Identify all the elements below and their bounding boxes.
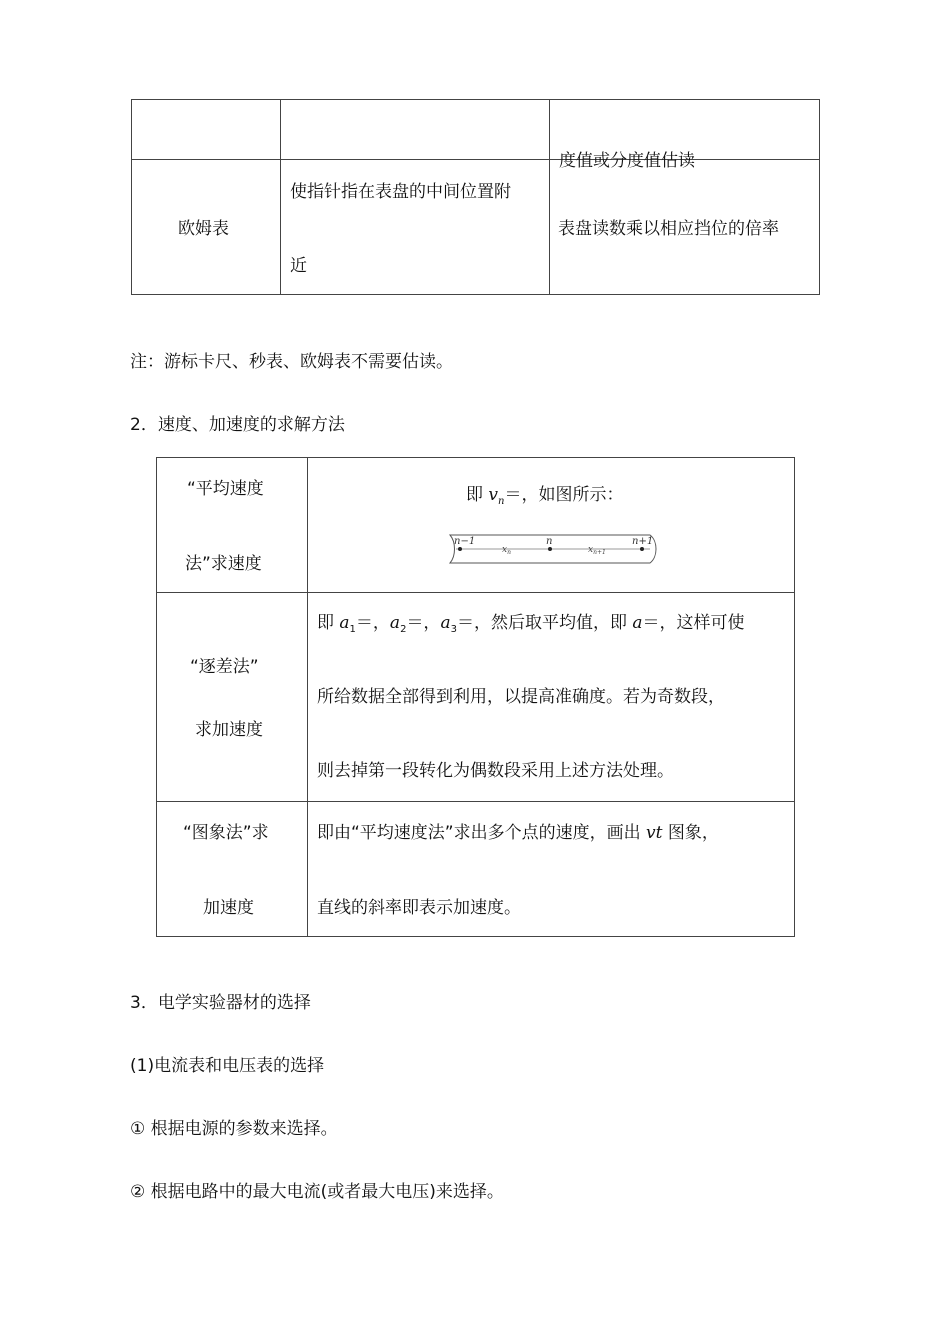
section-heading-3: 3．电学实验器材的选择 [130,993,311,1013]
table2-r2-c1 [157,593,308,802]
table2-r3-c1 [157,802,308,937]
successive-diff-line1 [317,608,745,633]
ohmmeter-method-line2: 近 [290,256,307,276]
avg-velocity-method-title-1: “平均速度 [187,479,264,499]
list-item-2: ② 根据电路中的最大电流(或者最大电压)来选择。 [130,1182,504,1202]
avg-velocity-method-title-2: 法”求速度 [185,554,262,574]
sd-text-a: 即 [317,613,340,633]
tape-label-right: n+1 [632,536,654,547]
sd-text-c: ＝， [406,613,441,633]
sd-text-e: ＝，这样可使 [642,613,745,633]
a1-symbol: a [339,613,350,633]
graph-method-line1 [317,818,719,843]
subsection-1: (1)电流表和电压表的选择 [130,1056,325,1076]
gm-text-a: 即由“平均速度法”求出多个点的速度，画出 [317,823,647,843]
a3-sub: 3 [450,624,457,635]
note-text: 注：游标卡尺、秒表、欧姆表不需要估读。 [130,352,453,372]
n-subscript: n [498,496,505,507]
table2-r1-c1 [157,458,308,593]
ohmmeter-reading-rule: 表盘读数乘以相应挡位的倍率 [558,219,779,239]
tape-x2: $x_{n+1}$ [588,545,606,556]
gm-text-b: 图象， [662,823,719,843]
tape-x1: $x_n$ [502,545,511,556]
a-symbol: a [632,613,643,633]
a2-symbol: a [389,613,401,633]
table1-r1-c2 [281,100,550,160]
successive-diff-line2: 所给数据全部得到利用，以提高准确度。若为奇数段， [317,687,725,707]
tape-label-left: n−1 [454,536,476,547]
table1-r1-c1 [132,100,281,160]
table2-r1-c2 [308,458,795,593]
table2-r3-c2 [308,802,795,937]
a3-symbol: a [440,613,451,633]
avg-velocity-formula [466,480,623,505]
table1-r1-c3-text: 度值或分度值估读 [559,151,695,171]
a1-sub: 1 [349,624,356,635]
ohmmeter-label: 欧姆表 [178,219,229,239]
ticker-tape-figure [446,532,660,566]
sd-text-b: ＝， [355,613,390,633]
table1-r2-c2 [281,160,550,295]
sd-text-d: ＝，然后取平均值，即 [456,613,633,633]
successive-diff-line3: 则去掉第一段转化为偶数段采用上述方法处理。 [317,761,674,781]
successive-diff-title-2: 求加速度 [195,720,263,740]
table1-r2-c1 [132,160,281,295]
graph-method-title-2: 加速度 [203,898,254,918]
graph-method-line2: 直线的斜率即表示加速度。 [317,898,521,918]
graph-method-title-1: “图象法”求 [183,823,269,843]
a2-sub: 2 [400,624,407,635]
table2-r2-c2 [308,593,795,802]
formula-prefix: 即 [466,485,489,505]
vt-symbol: vt [646,823,663,843]
section-heading-2: 2．速度、加速度的求解方法 [130,415,345,435]
table1-r2-c3 [550,160,820,295]
list-item-1: ① 根据电源的参数来选择。 [130,1119,338,1139]
formula-suffix: ＝，如图所示： [504,485,624,505]
successive-diff-title-1: “逐差法” [190,657,259,677]
tape-label-mid: n [546,536,553,547]
velocity-acceleration-table [156,457,795,937]
instrument-reading-table [131,99,820,295]
ohmmeter-method-line1: 使指针指在表盘的中间位置附 [290,182,511,202]
v-symbol: v [488,485,499,505]
